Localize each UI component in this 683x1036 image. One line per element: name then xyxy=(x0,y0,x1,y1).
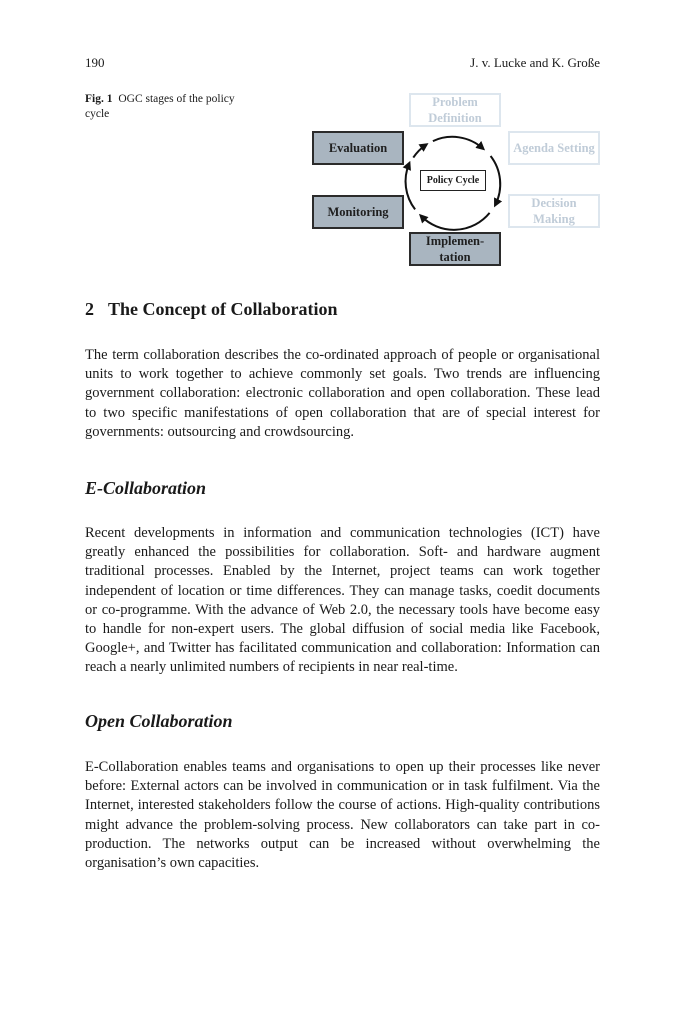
stage-problem-definition: Problem Definition xyxy=(409,93,501,127)
stage-decision-making: Decision Making xyxy=(508,194,600,228)
cycle-arrow-3 xyxy=(421,213,490,230)
cycle-arrow-5 xyxy=(413,145,426,158)
cycle-arrow-4 xyxy=(406,164,416,210)
page-number: 190 xyxy=(85,55,105,70)
stage-implementation: Implemen- tation xyxy=(409,232,501,266)
subsection-heading-open-collaboration: Open Collaboration xyxy=(85,711,233,731)
stage-monitoring: Monitoring xyxy=(312,195,404,229)
paragraph-open-collaboration: E-Collaboration enables teams and organisations to open up their processes like never before: External actors can be involved in communication or in task fulfilment. Via the Internet, interested stakeholders follow the course of actions. High-quality contributions might advance the problem-solving process. New collaborators can take part in co-production. The networks output can be increased without overwhelming the organisation’s own capacities. xyxy=(85,759,600,872)
stage-evaluation: Evaluation xyxy=(312,131,404,165)
section-number: 2 xyxy=(85,299,94,319)
paragraph-concept: The term collaboration describes the co-ordinated approach of people or organisational units to work together to achieve commonly set goals. Two trends are influencing government collaboration: electronic collaboration and open collaboration. These lead to two specific manifestations of open collaboration that are of special interest for governments: outsourcing and crowdsourcing. xyxy=(85,347,600,440)
paragraph-e-collaboration: Recent developments in information and communication technologies (ICT) have greatly enhanced the possibilities for collaboration. Soft- and hardware augment traditional processes. Enabled by the Internet, project teams can work together independent of location or time differences. They can manage tasks, coedit documents or co-programme. With the advance of Web 2.0, the necessary tools have become easy to handle for non-expert users. The global diffusion of social media like Facebook, Google+, and Twitter has facilitated communication and collaboration: Information can reach a nearly unlimited numbers of recipients in near real-time. xyxy=(85,525,600,676)
subsection-heading-e-collaboration: E-Collaboration xyxy=(85,478,207,498)
figure-caption-text: OGC stages of the policy cycle xyxy=(85,93,235,120)
policy-cycle-label: Policy Cycle xyxy=(420,170,486,191)
figure-label: Fig. 1 xyxy=(85,93,113,105)
cycle-arrow-2 xyxy=(491,156,501,205)
running-head-authors: J. v. Lucke and K. Große xyxy=(470,55,600,70)
cycle-arrow-1 xyxy=(433,137,483,149)
section-title: The Concept of Collaboration xyxy=(108,299,338,319)
section-heading xyxy=(85,299,338,320)
stage-agenda-setting: Agenda Setting xyxy=(508,131,600,165)
